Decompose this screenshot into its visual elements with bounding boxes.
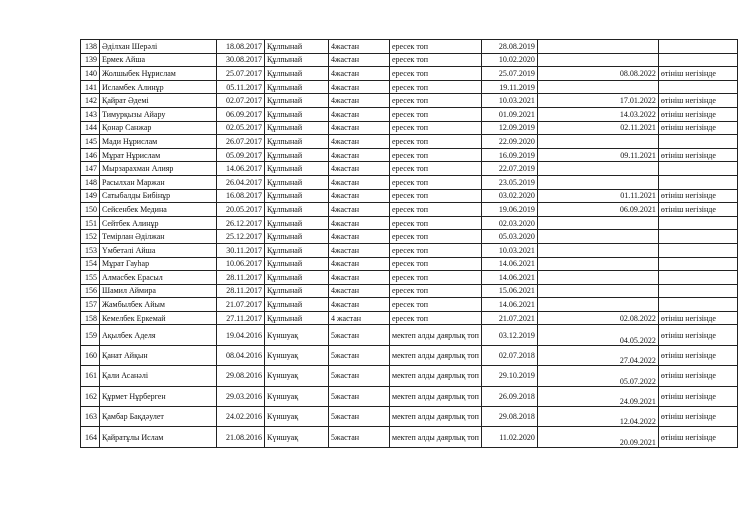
row-number: 152 [81,230,100,244]
group-name: Құлпынай [265,80,329,94]
enrolled-date: 05.03.2020 [481,230,537,244]
left-date: 08.08.2022 [537,67,658,81]
leave-reason: өтініш негізінде [658,325,737,345]
birth-date: 25.07.2017 [217,67,265,81]
age-group: 4жастан [329,189,390,203]
left-date [537,257,658,271]
enrolled-date: 26.09.2018 [481,386,537,406]
leave-reason: өтініш негізінде [658,67,737,81]
table-row [81,162,738,176]
table-row [81,284,738,298]
enrolled-date: 14.06.2021 [481,257,537,271]
birth-date: 10.06.2017 [217,257,265,271]
age-group: 4жастан [329,67,390,81]
group-type: ересек топ [390,67,482,81]
row-number: 151 [81,216,100,230]
table-row [81,53,738,67]
leave-reason [658,162,737,176]
birth-date: 26.12.2017 [217,216,265,230]
enrolled-date: 19.11.2019 [481,80,537,94]
birth-date: 19.04.2016 [217,325,265,345]
child-name: Шамил Аймира [100,284,217,298]
age-group: 5жастан [329,325,390,345]
left-date [537,243,658,257]
row-number: 150 [81,203,100,217]
left-date: 17.01.2022 [537,94,658,108]
group-name: Құлпынай [265,121,329,135]
enrolled-date: 01.09.2021 [481,107,537,121]
enrolled-date: 19.06.2019 [481,203,537,217]
leave-reason: өтініш негізінде [658,203,737,217]
row-number: 149 [81,189,100,203]
birth-date: 20.05.2017 [217,203,265,217]
group-type: ересек топ [390,216,482,230]
age-group: 4 жастан [329,311,390,325]
left-date [537,53,658,67]
table-row [81,175,738,189]
group-name: Күншуақ [265,366,329,386]
register-body [81,40,738,448]
left-date [537,175,658,189]
group-type: мектеп алды даярлық топ [390,427,482,447]
group-name: Құлпынай [265,284,329,298]
group-name: Құлпынай [265,162,329,176]
birth-date: 05.09.2017 [217,148,265,162]
left-date: 05.07.2022 [537,366,658,386]
group-type: ересек топ [390,121,482,135]
leave-reason [658,243,737,257]
group-type: ересек топ [390,189,482,203]
group-name: Құлпынай [265,67,329,81]
leave-reason: өтініш негізінде [658,407,737,427]
age-group: 4жастан [329,94,390,108]
child-name: Жолшыбек Нұрислам [100,67,217,81]
birth-date: 05.11.2017 [217,80,265,94]
age-group: 4жастан [329,298,390,312]
group-name: Құлпынай [265,189,329,203]
child-name: Мұрат Гауһар [100,257,217,271]
row-number: 156 [81,284,100,298]
table-row [81,230,738,244]
child-name: Сейсенбек Медина [100,203,217,217]
enrolled-date: 02.07.2018 [481,345,537,365]
enrolled-date: 10.02.2020 [481,53,537,67]
group-type: ересек топ [390,94,482,108]
child-name: Исламбек Алинұр [100,80,217,94]
group-type: ересек топ [390,135,482,149]
left-date: 09.11.2021 [537,148,658,162]
leave-reason: өтініш негізінде [658,107,737,121]
birth-date: 06.09.2017 [217,107,265,121]
birth-date: 30.08.2017 [217,53,265,67]
group-name: Күншуақ [265,407,329,427]
birth-date: 18.08.2017 [217,40,265,54]
group-type: ересек топ [390,311,482,325]
birth-date: 24.02.2016 [217,407,265,427]
child-name: Мади Нұрислам [100,135,217,149]
birth-date: 28.11.2017 [217,284,265,298]
group-type: ересек топ [390,203,482,217]
table-row [81,386,738,406]
child-name: Қанат Айқын [100,345,217,365]
child-name: Темірлан Әділжан [100,230,217,244]
enrolled-date: 23.05.2019 [481,175,537,189]
child-name: Қамбар Бақдәулет [100,407,217,427]
age-group: 4жастан [329,243,390,257]
child-name: Қайратұлы Ислам [100,427,217,447]
age-group: 4жастан [329,230,390,244]
age-group: 4жастан [329,216,390,230]
leave-reason: өтініш негізінде [658,345,737,365]
group-type: ересек топ [390,148,482,162]
enrolled-date: 16.09.2019 [481,148,537,162]
group-name: Күншуақ [265,345,329,365]
group-type: ересек топ [390,284,482,298]
enrolled-date: 14.06.2021 [481,298,537,312]
age-group: 4жастан [329,40,390,54]
age-group: 4жастан [329,257,390,271]
group-type: ересек топ [390,243,482,257]
row-number: 160 [81,345,100,365]
table-row [81,345,738,365]
group-name: Құлпынай [265,148,329,162]
group-type: ересек топ [390,298,482,312]
enrolled-date: 28.08.2019 [481,40,537,54]
age-group: 4жастан [329,121,390,135]
group-type: ересек топ [390,271,482,285]
enrolled-date: 29.08.2018 [481,407,537,427]
enrolled-date: 10.03.2021 [481,94,537,108]
birth-date: 21.07.2017 [217,298,265,312]
group-name: Күншуақ [265,325,329,345]
leave-reason [658,53,737,67]
age-group: 4жастан [329,107,390,121]
left-date [537,284,658,298]
enrolled-date: 29.10.2019 [481,366,537,386]
left-date [537,271,658,285]
group-type: ересек топ [390,107,482,121]
group-type: мектеп алды даярлық топ [390,325,482,345]
left-date: 01.11.2021 [537,189,658,203]
leave-reason [658,271,737,285]
row-number: 164 [81,427,100,447]
group-name: Құлпынай [265,53,329,67]
leave-reason [658,135,737,149]
birth-date: 08.04.2016 [217,345,265,365]
table-row [81,311,738,325]
age-group: 5жастан [329,345,390,365]
birth-date: 16.08.2017 [217,189,265,203]
child-name: Әділхан Шерәлі [100,40,217,54]
row-number: 142 [81,94,100,108]
birth-date: 21.08.2016 [217,427,265,447]
group-type: мектеп алды даярлық топ [390,407,482,427]
leave-reason: өтініш негізінде [658,148,737,162]
leave-reason: өтініш негізінде [658,427,737,447]
row-number: 138 [81,40,100,54]
child-name: Қонар Санжар [100,121,217,135]
leave-reason: өтініш негізінде [658,94,737,108]
row-number: 148 [81,175,100,189]
enrolled-date: 25.07.2019 [481,67,537,81]
group-name: Құлпынай [265,107,329,121]
row-number: 163 [81,407,100,427]
table-row [81,135,738,149]
left-date: 24.09.2021 [537,386,658,406]
group-name: Құлпынай [265,298,329,312]
left-date: 02.11.2021 [537,121,658,135]
left-date: 20.09.2021 [537,427,658,447]
leave-reason [658,257,737,271]
group-type: ересек топ [390,162,482,176]
enrolled-date: 14.06.2021 [481,271,537,285]
left-date [537,230,658,244]
table-row [81,325,738,345]
enrolled-date: 10.03.2021 [481,243,537,257]
table-row [81,148,738,162]
row-number: 162 [81,386,100,406]
group-name: Құлпынай [265,257,329,271]
child-name: Сатыбалды Бибінұр [100,189,217,203]
row-number: 144 [81,121,100,135]
left-date: 12.04.2022 [537,407,658,427]
table-row [81,407,738,427]
birth-date: 26.04.2017 [217,175,265,189]
row-number: 145 [81,135,100,149]
enrolled-date: 02.03.2020 [481,216,537,230]
row-number: 140 [81,67,100,81]
row-number: 147 [81,162,100,176]
row-number: 139 [81,53,100,67]
birth-date: 28.11.2017 [217,271,265,285]
row-number: 157 [81,298,100,312]
table-row [81,107,738,121]
row-number: 161 [81,366,100,386]
group-name: Құлпынай [265,40,329,54]
table-row [81,94,738,108]
group-type: ересек топ [390,257,482,271]
row-number: 158 [81,311,100,325]
child-name: Қали Асанәлі [100,366,217,386]
birth-date: 26.07.2017 [217,135,265,149]
left-date: 27.04.2022 [537,345,658,365]
age-group: 4жастан [329,162,390,176]
table-row [81,80,738,94]
age-group: 5жастан [329,427,390,447]
enrolled-date: 03.12.2019 [481,325,537,345]
group-type: ересек топ [390,53,482,67]
table-row [81,271,738,285]
enrolled-date: 22.07.2019 [481,162,537,176]
child-name: Жамбылбек Айым [100,298,217,312]
group-name: Күншуақ [265,427,329,447]
enrolled-date: 03.02.2020 [481,189,537,203]
age-group: 4жастан [329,284,390,298]
leave-reason [658,40,737,54]
table-row [81,203,738,217]
group-type: ересек топ [390,230,482,244]
table-row [81,298,738,312]
table-row [81,40,738,54]
table-row [81,67,738,81]
group-name: Күншуақ [265,386,329,406]
age-group: 4жастан [329,271,390,285]
child-name: Тимурқызы Айару [100,107,217,121]
age-group: 5жастан [329,366,390,386]
left-date [537,216,658,230]
age-group: 5жастан [329,407,390,427]
left-date [537,80,658,94]
birth-date: 14.06.2017 [217,162,265,176]
left-date: 02.08.2022 [537,311,658,325]
birth-date: 27.11.2017 [217,311,265,325]
row-number: 154 [81,257,100,271]
birth-date: 02.07.2017 [217,94,265,108]
group-name: Құлпынай [265,175,329,189]
row-number: 146 [81,148,100,162]
row-number: 155 [81,271,100,285]
group-name: Құлпынай [265,216,329,230]
age-group: 4жастан [329,203,390,217]
left-date [537,40,658,54]
group-name: Құлпынай [265,230,329,244]
table-row [81,427,738,447]
leave-reason [658,230,737,244]
left-date [537,298,658,312]
birth-date: 25.12.2017 [217,230,265,244]
age-group: 4жастан [329,80,390,94]
child-name: Құрмет Нұрберген [100,386,217,406]
group-name: Құлпынай [265,94,329,108]
leave-reason [658,175,737,189]
left-date: 04.05.2022 [537,325,658,345]
age-group: 4жастан [329,135,390,149]
group-name: Құлпынай [265,271,329,285]
group-type: ересек топ [390,175,482,189]
table-row [81,189,738,203]
group-name: Құлпынай [265,203,329,217]
left-date [537,162,658,176]
group-name: Құлпынай [265,135,329,149]
leave-reason [658,216,737,230]
age-group: 5жастан [329,386,390,406]
table-row [81,243,738,257]
row-number: 159 [81,325,100,345]
birth-date: 29.03.2016 [217,386,265,406]
leave-reason [658,298,737,312]
leave-reason [658,284,737,298]
enrolled-date: 21.07.2021 [481,311,537,325]
enrolled-date: 11.02.2020 [481,427,537,447]
birth-date: 02.05.2017 [217,121,265,135]
row-number: 153 [81,243,100,257]
child-name: Ақылбек Аделя [100,325,217,345]
leave-reason: өтініш негізінде [658,366,737,386]
child-name: Мырзарахман Алияр [100,162,217,176]
child-name: Үмбетәлі Айша [100,243,217,257]
row-number: 141 [81,80,100,94]
child-name: Мұрат Нұрислам [100,148,217,162]
left-date: 14.03.2022 [537,107,658,121]
child-name: Ермек Айша [100,53,217,67]
table-row [81,216,738,230]
leave-reason: өтініш негізінде [658,311,737,325]
group-type: мектеп алды даярлық топ [390,386,482,406]
group-name: Құлпынай [265,243,329,257]
group-type: ересек топ [390,80,482,94]
child-name: Сейтбек Алинұр [100,216,217,230]
register-table [80,39,738,448]
group-name: Құлпынай [265,311,329,325]
birth-date: 29.08.2016 [217,366,265,386]
child-name: Қайрат Әдемі [100,94,217,108]
group-type: мектеп алды даярлық топ [390,345,482,365]
child-name: Кемелбек Еркемай [100,311,217,325]
leave-reason: өтініш негізінде [658,386,737,406]
leave-reason: өтініш негізінде [658,121,737,135]
group-type: мектеп алды даярлық топ [390,366,482,386]
table-row [81,121,738,135]
table-row [81,257,738,271]
left-date: 06.09.2021 [537,203,658,217]
birth-date: 30.11.2017 [217,243,265,257]
enrolled-date: 15.06.2021 [481,284,537,298]
left-date [537,135,658,149]
group-type: ересек топ [390,40,482,54]
age-group: 4жастан [329,53,390,67]
leave-reason: өтініш негізінде [658,189,737,203]
row-number: 143 [81,107,100,121]
child-name: Расылхан Маржан [100,175,217,189]
age-group: 4жастан [329,175,390,189]
leave-reason [658,80,737,94]
table-row [81,366,738,386]
age-group: 4жастан [329,148,390,162]
enrolled-date: 12.09.2019 [481,121,537,135]
enrolled-date: 22.09.2020 [481,135,537,149]
child-name: Алмасбек Ерасыл [100,271,217,285]
